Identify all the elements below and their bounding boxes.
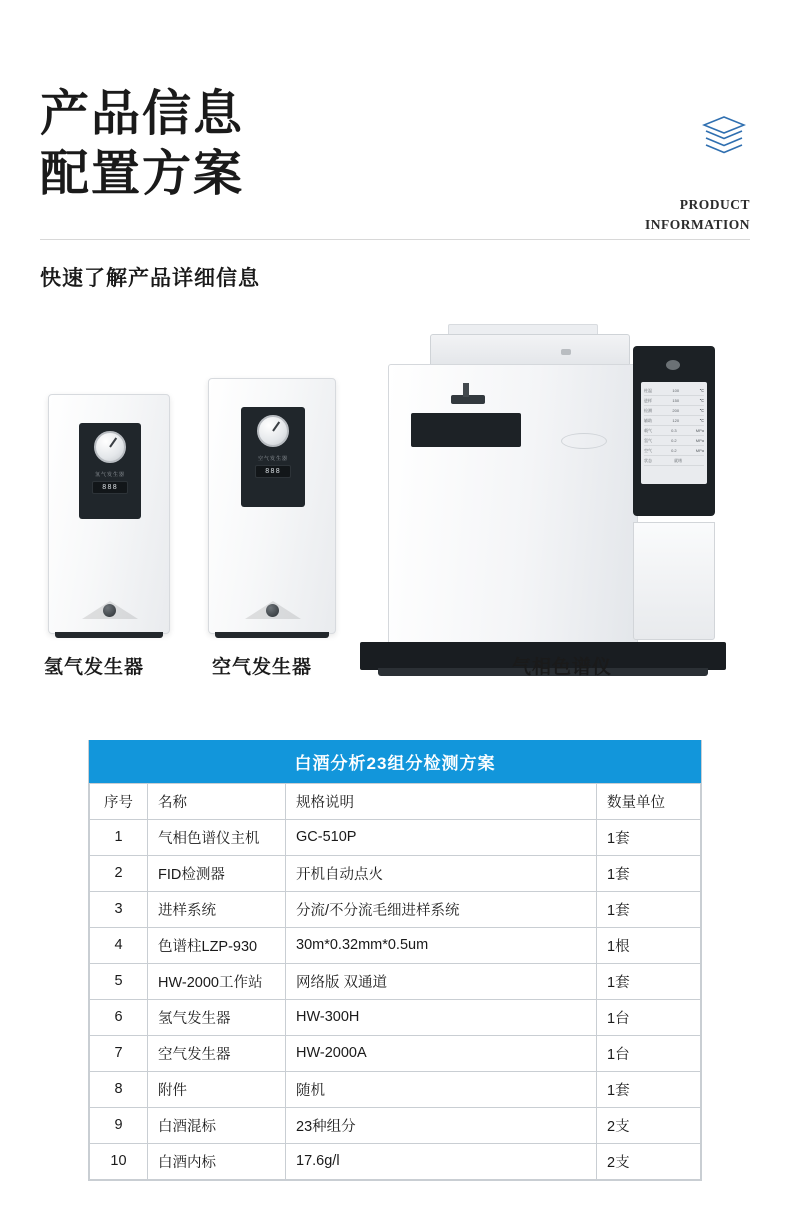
table-row (90, 1143, 701, 1179)
air-generator-panel-label: 空气发生器 (257, 455, 288, 462)
gc-injector-block (411, 413, 521, 447)
hydrogen-generator-base (55, 632, 163, 638)
cell-index: 8 (90, 1071, 148, 1107)
table-head (90, 783, 701, 819)
cell-quantity: 1套 (597, 819, 701, 855)
page-title-line1: 产品信息 (40, 87, 245, 141)
cell-name: 附件 (148, 1071, 286, 1107)
cell-spec: 30m*0.32mm*0.5um (286, 927, 597, 963)
cell-index: 3 (90, 891, 148, 927)
air-generator-image (208, 378, 336, 634)
gc-screen-row: 空气 0.2 MPa (644, 446, 704, 456)
header-divider (40, 239, 750, 240)
table-row (90, 1107, 701, 1143)
table-row (90, 855, 701, 891)
pressure-gauge-icon (257, 415, 289, 447)
cell-quantity: 1套 (597, 1071, 701, 1107)
cell-name: 气相色谱仪主机 (148, 819, 286, 855)
cell-quantity: 2支 (597, 1143, 701, 1179)
cell-spec: 网络版 双通道 (286, 963, 597, 999)
cell-spec: 23种组分 (286, 1107, 597, 1143)
cell-name: 白酒内标 (148, 1143, 286, 1179)
specification-table-wrapper (88, 740, 702, 1181)
caption-gas-chromatograph: 气相色谱仪 (512, 656, 613, 678)
gc-control-panel (633, 346, 715, 516)
product-images (0, 312, 790, 732)
hydrogen-generator-image (48, 394, 170, 634)
table-row (90, 963, 701, 999)
air-generator-knob (266, 604, 279, 617)
table-header-quantity: 数量单位 (597, 783, 701, 819)
table-row (90, 819, 701, 855)
cell-spec: 开机自动点火 (286, 855, 597, 891)
cell-spec: 随机 (286, 1071, 597, 1107)
page-title (40, 85, 750, 205)
cell-quantity: 1台 (597, 999, 701, 1035)
hydrogen-generator-panel-label: 氢气发生器 (94, 471, 125, 478)
cell-quantity: 1台 (597, 1035, 701, 1071)
title-block (40, 85, 750, 232)
caption-air-generator: 空气发生器 (212, 656, 313, 678)
cell-index: 2 (90, 855, 148, 891)
cell-name: 氢气发生器 (148, 999, 286, 1035)
page-title-line2: 配置方案 (40, 146, 245, 201)
air-generator-display: 888 (255, 465, 291, 478)
table-row (90, 1071, 701, 1107)
gc-screen-row: 辅助 120 ℃ (644, 416, 704, 426)
gc-lower-cabinet (633, 522, 715, 640)
table-title: 白酒分析23组分检测方案 (89, 740, 701, 783)
hydrogen-generator-display: 888 (92, 481, 128, 494)
cell-quantity: 1套 (597, 963, 701, 999)
page-header (0, 0, 790, 232)
air-generator-panel (241, 407, 305, 507)
cell-index: 7 (90, 1035, 148, 1071)
gc-display-screen (641, 382, 707, 484)
gc-screen-row: 柱温 100 ℃ (644, 386, 704, 396)
table-row (90, 1035, 701, 1071)
gc-screen-row: 氢气 0.2 MPa (644, 436, 704, 446)
product-information-label (645, 195, 750, 234)
gc-power-led-icon (666, 360, 680, 370)
cell-name: 空气发生器 (148, 1035, 286, 1071)
cell-spec: HW-300H (286, 999, 597, 1035)
table-header-name: 名称 (148, 783, 286, 819)
gc-screen-row: 检测 200 ℃ (644, 406, 704, 416)
cell-quantity: 1套 (597, 891, 701, 927)
cell-quantity: 1根 (597, 927, 701, 963)
table-body (90, 819, 701, 1179)
table-header-index: 序号 (90, 783, 148, 819)
cell-index: 9 (90, 1107, 148, 1143)
gc-screen-row: 进样 150 ℃ (644, 396, 704, 406)
cell-index: 10 (90, 1143, 148, 1179)
gc-screen-row: 载气 0.3 MPa (644, 426, 704, 436)
cell-index: 4 (90, 927, 148, 963)
air-generator-base (215, 632, 329, 638)
cell-quantity: 2支 (597, 1107, 701, 1143)
cell-index: 5 (90, 963, 148, 999)
pressure-gauge-icon (94, 431, 126, 463)
gc-screen-row: 状态 就绪 (644, 456, 704, 466)
cell-index: 6 (90, 999, 148, 1035)
gc-indicator-dot (561, 349, 571, 355)
cell-name: FID检测器 (148, 855, 286, 891)
table-header-row (90, 783, 701, 819)
caption-hydrogen-generator: 氢气发生器 (44, 656, 145, 678)
cell-spec: HW-2000A (286, 1035, 597, 1071)
table-row (90, 927, 701, 963)
gc-injector-stem (451, 395, 485, 404)
cell-spec: GC-510P (286, 819, 597, 855)
stacked-layers-icon (702, 115, 746, 155)
cell-name: 色谱柱LZP-930 (148, 927, 286, 963)
cell-name: HW-2000工作站 (148, 963, 286, 999)
cell-spec: 17.6g/l (286, 1143, 597, 1179)
cell-spec: 分流/不分流毛细进样系统 (286, 891, 597, 927)
cell-name: 白酒混标 (148, 1107, 286, 1143)
gas-chromatograph-image (360, 324, 726, 680)
hydrogen-generator-knob (103, 604, 116, 617)
product-information-line1: PRODUCT (679, 197, 750, 212)
page-subtitle: 快速了解产品详细信息 (40, 266, 260, 290)
cell-name: 进样系统 (148, 891, 286, 927)
specification-table (89, 740, 701, 1180)
table-row (90, 891, 701, 927)
table-row (90, 999, 701, 1035)
hydrogen-generator-panel (79, 423, 141, 519)
gc-oven-outline (561, 433, 607, 449)
gc-main-body (388, 364, 638, 654)
table-header-spec: 规格说明 (286, 783, 597, 819)
cell-index: 1 (90, 819, 148, 855)
product-information-line2: INFORMATION (645, 216, 750, 232)
cell-quantity: 1套 (597, 855, 701, 891)
